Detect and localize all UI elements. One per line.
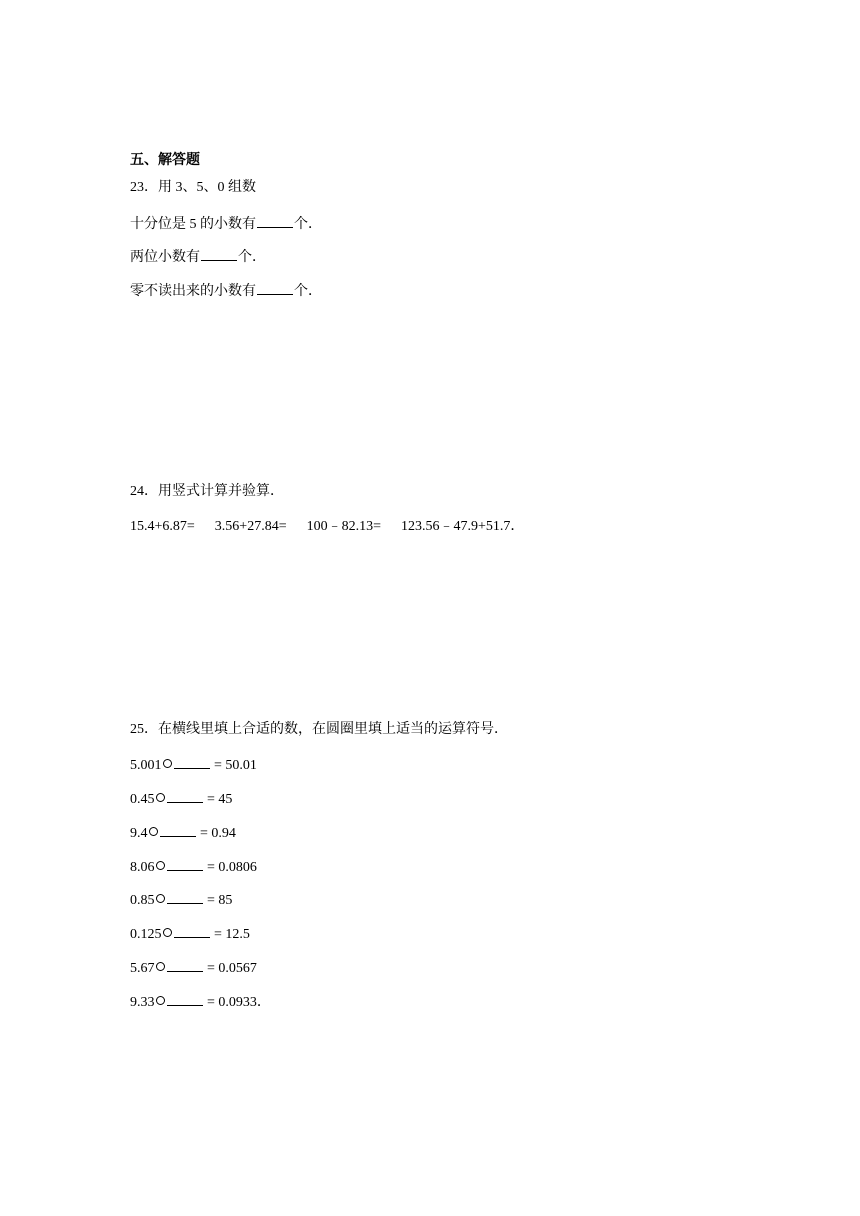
operator-circle[interactable] — [156, 793, 165, 802]
q24-title: 24．用竖式计算并验算． — [130, 484, 284, 499]
q25-item-left: 0.85 — [130, 893, 155, 908]
q25-item-1 — [130, 756, 257, 774]
q25-item-right: = 0.0933． — [207, 995, 271, 1010]
q24-expressions — [130, 519, 524, 535]
q23-line-1-before: 十分位是 5 的小数有 — [130, 217, 256, 232]
q24-expression-4: 123.56﹣47.9+51.7． — [401, 519, 525, 534]
q25-title: 25．在横线里填上合适的数，在圆圈里填上适当的运算符号． — [130, 722, 508, 737]
q25-item-7 — [130, 959, 257, 977]
q25-item-right: = 85 — [207, 893, 233, 908]
q25-item-right: = 0.0806 — [207, 860, 257, 875]
q25-item-4 — [130, 858, 257, 876]
q25-item-left: 0.45 — [130, 792, 155, 807]
answer-blank[interactable] — [174, 756, 210, 769]
q25-item-2 — [130, 790, 232, 808]
q23-line-2-after: 个． — [238, 250, 266, 265]
q23-line-1 — [130, 215, 322, 233]
operator-circle[interactable] — [156, 996, 165, 1005]
operator-circle[interactable] — [163, 928, 172, 937]
answer-blank[interactable] — [257, 215, 293, 228]
answer-blank[interactable] — [167, 959, 203, 972]
q25-item-6 — [130, 925, 250, 943]
q25-item-right: = 45 — [207, 792, 233, 807]
operator-circle[interactable] — [156, 894, 165, 903]
section-heading: 五、解答题 — [130, 152, 200, 168]
q24-expression-1: 15.4+6.87= — [130, 519, 195, 534]
answer-blank[interactable] — [174, 925, 210, 938]
answer-blank[interactable] — [257, 282, 293, 295]
q23-title: 23．用 3、5、0 组数 — [130, 180, 256, 195]
q25-item-3 — [130, 824, 236, 842]
q25-item-left: 5.67 — [130, 961, 155, 976]
q25-item-right: = 0.94 — [200, 826, 236, 841]
q23-line-2-before: 两位小数有 — [130, 250, 200, 265]
q23-line-3-before: 零不读出来的小数有 — [130, 284, 256, 299]
q25-item-left: 0.125 — [130, 927, 162, 942]
q25-item-right: = 12.5 — [214, 927, 250, 942]
answer-blank[interactable] — [160, 824, 196, 837]
q23-line-3-after: 个． — [294, 284, 322, 299]
q23-line-3 — [130, 282, 322, 300]
q23-line-1-after: 个． — [294, 217, 322, 232]
q25-item-left: 9.4 — [130, 826, 148, 841]
answer-blank[interactable] — [167, 858, 203, 871]
answer-blank[interactable] — [167, 993, 203, 1006]
q25-item-right: = 50.01 — [214, 758, 257, 773]
q25-item-8 — [130, 993, 271, 1011]
q25-item-left: 9.33 — [130, 995, 155, 1010]
answer-blank[interactable] — [167, 790, 203, 803]
operator-circle[interactable] — [149, 827, 158, 836]
operator-circle[interactable] — [156, 962, 165, 971]
operator-circle[interactable] — [163, 759, 172, 768]
answer-blank[interactable] — [201, 248, 237, 261]
q25-item-left: 8.06 — [130, 860, 155, 875]
q24-expression-3: 100﹣82.13= — [306, 519, 381, 534]
operator-circle[interactable] — [156, 861, 165, 870]
answer-blank[interactable] — [167, 891, 203, 904]
q25-item-right: = 0.0567 — [207, 961, 257, 976]
q24-expression-2: 3.56+27.84= — [214, 519, 287, 534]
q25-item-5 — [130, 891, 232, 909]
q23-line-2 — [130, 248, 266, 266]
q25-item-left: 5.001 — [130, 758, 162, 773]
